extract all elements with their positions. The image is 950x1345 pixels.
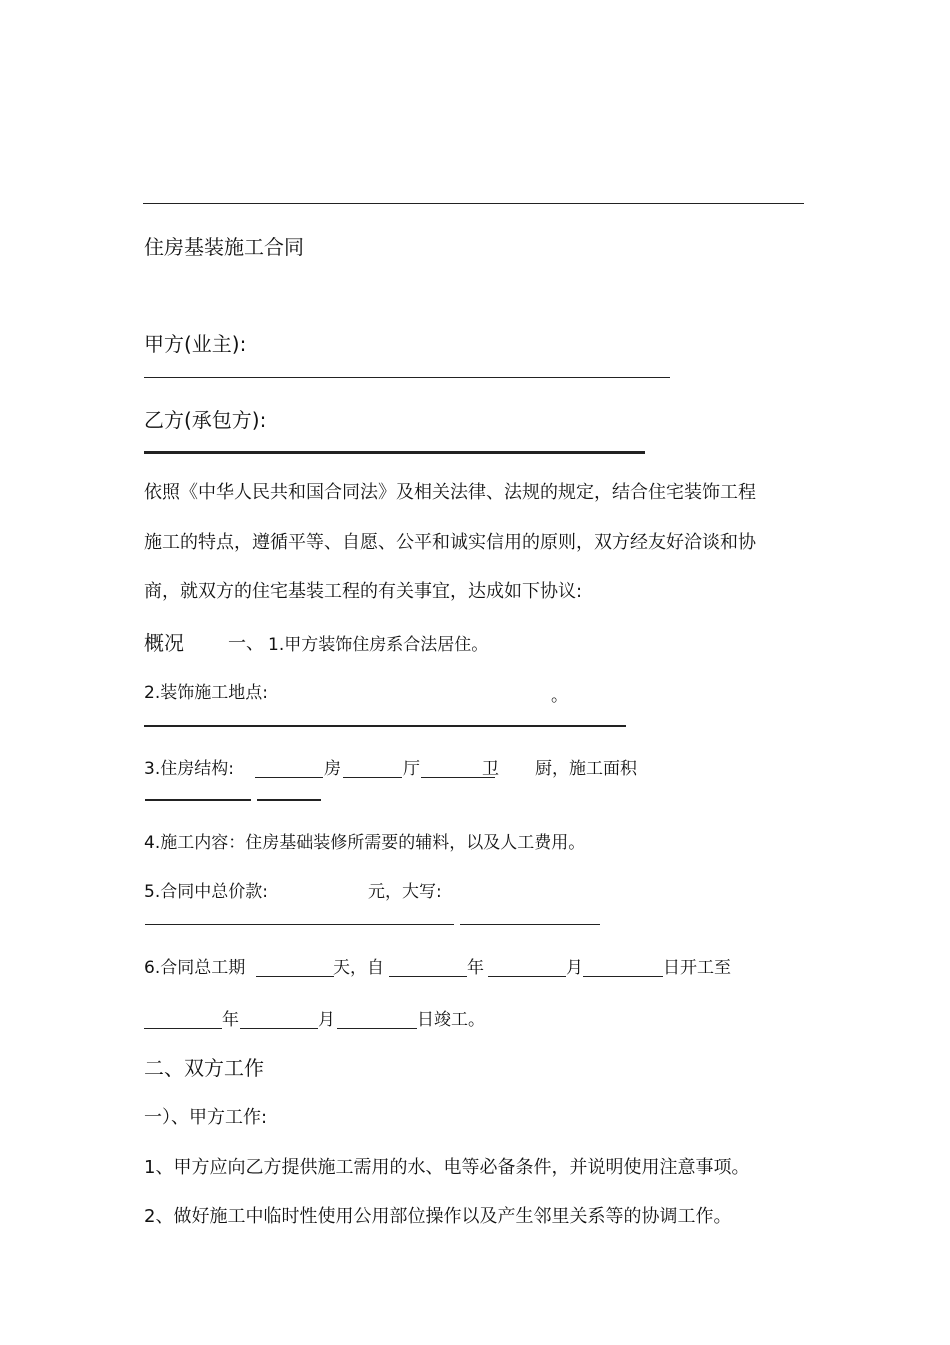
section-1-heading: 一、: [228, 633, 264, 654]
item-6-start-month: 月: [566, 958, 583, 978]
party-a-label: 甲方(业主):: [144, 332, 247, 356]
item-3-room-blank: [255, 755, 323, 778]
item-6-end-year: 年: [222, 1010, 239, 1030]
item-6-start-day: 日开工至: [663, 958, 731, 978]
preamble-line-1: 依照《中华人民共和国合同法》及相关法律、法规的规定，结合住宅装饰工程: [144, 482, 756, 503]
item-3-tail: 厨，施工面积: [535, 759, 637, 779]
item-6-end-month-blank: [240, 1006, 318, 1029]
item-6-label: 6.合同总工期: [144, 958, 246, 978]
item-5-yuan: 元，大写:: [368, 882, 442, 902]
section-2-a2: 2、做好施工中临时性使用公用部位操作以及产生邻里关系等的协调工作。: [144, 1206, 732, 1227]
item-6-days: 天，自: [333, 958, 384, 978]
item-5-line-1: [145, 924, 454, 925]
top-rule: [143, 203, 804, 204]
party-b-line: [144, 451, 645, 454]
section-2-a1: 1、甲方应向乙方提供施工需用的水、电等必备条件，并说明使用注意事项。: [144, 1157, 750, 1178]
section-1-side-label: 概况: [144, 631, 184, 655]
item-3-hall: 厅: [403, 759, 420, 779]
item-3-hall-blank: [343, 755, 402, 778]
item-6-days-blank: [256, 954, 334, 977]
party-a-line: [144, 377, 670, 378]
party-b-label: 乙方(承包方):: [144, 408, 267, 432]
item-6-start-month-blank: [488, 954, 566, 977]
section-2-sub-a: 一）、甲方工作:: [144, 1107, 268, 1128]
item-3-room: 房: [324, 759, 341, 779]
item-5-line-2: [460, 924, 600, 925]
item-2-line: [144, 725, 626, 727]
item-3-area-line-1: [145, 799, 251, 801]
item-6-end-year-blank: [144, 1006, 222, 1029]
item-3-area-line-2: [257, 799, 321, 801]
item-3-bath: 卫: [482, 759, 499, 779]
item-2-label: 2.装饰施工地点:: [144, 683, 268, 703]
item-6-end-day-blank: [337, 1006, 417, 1029]
item-5-label: 5.合同中总价款:: [144, 882, 268, 902]
preamble-line-2: 施工的特点，遵循平等、自愿、公平和诚实信用的原则，双方经友好洽谈和协: [144, 532, 756, 553]
item-2-end: 。: [551, 686, 568, 706]
item-6-start-year: 年: [467, 958, 484, 978]
document-title: 住房基装施工合同: [144, 235, 304, 259]
preamble-line-3: 商，就双方的住宅基装工程的有关事宜，达成如下协议:: [144, 581, 583, 602]
item-6-end-day: 日竣工。: [417, 1010, 485, 1030]
item-6-start-day-blank: [583, 954, 663, 977]
section-2-heading: 二、双方工作: [144, 1056, 264, 1080]
item-6-start-year-blank: [389, 954, 467, 977]
item-3-label: 3.住房结构:: [144, 759, 234, 779]
item-6-end-month: 月: [318, 1010, 335, 1030]
item-1: 1.甲方装饰住房系合法居住。: [268, 635, 489, 655]
item-4: 4.施工内容：住房基础装修所需要的辅料，以及人工费用。: [144, 833, 586, 853]
